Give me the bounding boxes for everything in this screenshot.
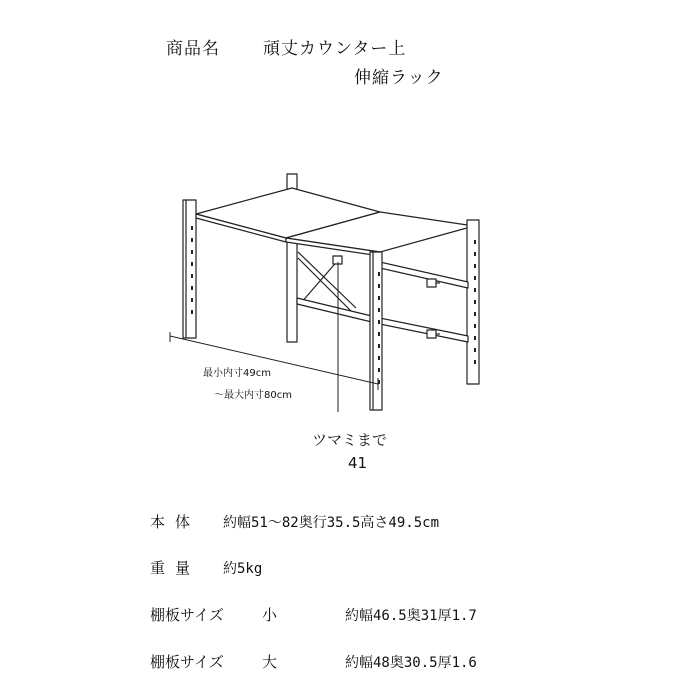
knob-distance-label: ツマミまで — [312, 431, 388, 449]
upper-rail-right — [380, 262, 468, 288]
max-inner-dimension: ～最大内寸80cm — [214, 390, 292, 401]
spec-shelf-small-label: 棚板サイズ — [150, 606, 224, 624]
lower-rail-right — [380, 318, 468, 342]
spec-shelf-small-value: 約幅46.5奥31厚1.7 — [345, 608, 477, 624]
product-name-label: 商品名 — [166, 39, 220, 59]
front-right-post — [370, 252, 382, 410]
spec-body-label: 本体 — [150, 513, 201, 531]
spec-shelf-small-size: 小 — [262, 606, 278, 624]
product-name-line2: 伸縮ラック — [354, 68, 444, 88]
front-left-post — [183, 200, 196, 338]
min-inner-dimension: 最小内寸49cm — [203, 368, 271, 379]
spec-shelf-large-label: 棚板サイズ — [150, 653, 224, 671]
spec-body-value: 約幅51～82奥行35.5高さ49.5cm — [223, 515, 440, 531]
spec-weight-label: 重量 — [150, 559, 201, 577]
spec-weight-value: 約5kg — [223, 561, 263, 577]
back-right-post — [467, 220, 479, 384]
inner-width-dimension-line — [170, 336, 378, 384]
knob-distance-value: 41 — [348, 454, 368, 472]
spec-shelf-large-size: 大 — [262, 653, 278, 671]
post-holes — [191, 226, 476, 384]
product-name-line1: 頑丈カウンター上 — [263, 39, 407, 59]
spec-shelf-large-value: 約幅48奥30.5厚1.6 — [345, 655, 477, 671]
